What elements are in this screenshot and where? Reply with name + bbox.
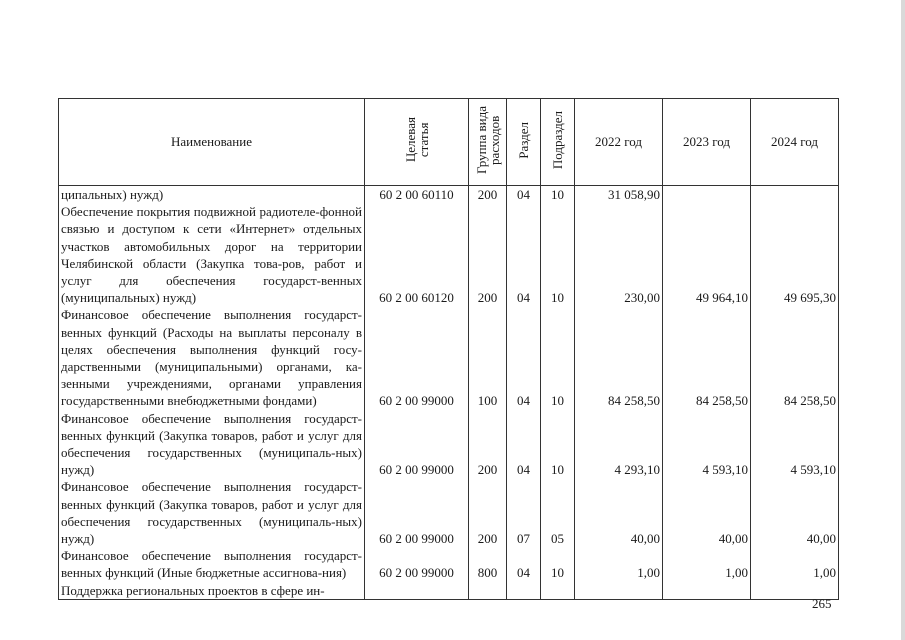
row-section: 04	[507, 410, 541, 479]
row-2024: 49 695,30	[751, 203, 839, 306]
header-name: Наименование	[59, 99, 365, 186]
row-name: Финансовое обеспечение выполнения государст-венных функций (Иные бюджетные ассигнова-ния)	[59, 547, 365, 581]
row-2024: 84 258,50	[751, 306, 839, 409]
header-article: Целевая статья	[365, 99, 469, 186]
table-row	[59, 582, 839, 600]
row-name: Поддержка региональных проектов в сфере ин-	[59, 582, 365, 600]
row-group: 200	[469, 203, 507, 306]
row-subsection: 05	[541, 478, 575, 547]
table-header	[59, 99, 839, 186]
row-subsection: 10	[541, 306, 575, 409]
row-group: 200	[469, 478, 507, 547]
row-group	[469, 582, 507, 600]
table-row	[59, 186, 839, 204]
page-edge-shadow	[901, 0, 905, 640]
row-subsection: 10	[541, 547, 575, 581]
row-group: 100	[469, 306, 507, 409]
row-2022: 40,00	[575, 478, 663, 547]
row-article: 60 2 00 60110	[365, 186, 469, 204]
row-section: 04	[507, 186, 541, 204]
row-2023: 40,00	[663, 478, 751, 547]
row-name: Обеспечение покрытия подвижной радиотеле-фонной связью и доступом к сети «Интернет» отдельных участков автомобильных дорог на территории Челябинской области (Закупка това-ров, работ и услуг для обеспечения государст-венных (муниципальных) нужд)	[59, 203, 365, 306]
table-row	[59, 410, 839, 479]
row-section	[507, 582, 541, 600]
row-name: ципальных) нужд)	[59, 186, 365, 204]
table-row	[59, 547, 839, 581]
row-2022: 4 293,10	[575, 410, 663, 479]
row-2022: 230,00	[575, 203, 663, 306]
header-2024: 2024 год	[751, 99, 839, 186]
row-2024: 1,00	[751, 547, 839, 581]
table-row	[59, 306, 839, 409]
row-2022: 1,00	[575, 547, 663, 581]
table-row	[59, 203, 839, 306]
row-2024: 4 593,10	[751, 410, 839, 479]
header-subsection: Подраздел	[541, 99, 575, 186]
header-2023: 2023 год	[663, 99, 751, 186]
row-section: 07	[507, 478, 541, 547]
row-2022: 84 258,50	[575, 306, 663, 409]
row-2022: 31 058,90	[575, 186, 663, 204]
header-group: Группа вида расходов	[469, 99, 507, 186]
row-2023: 1,00	[663, 547, 751, 581]
row-article: 60 2 00 60120	[365, 203, 469, 306]
row-2023	[663, 582, 751, 600]
row-subsection: 10	[541, 203, 575, 306]
row-name: Финансовое обеспечение выполнения государст-венных функций (Закупка товаров, работ и услуг для обеспечения государственных (муниципаль-ных) нужд)	[59, 410, 365, 479]
page-number: 265	[812, 596, 832, 611]
row-section: 04	[507, 203, 541, 306]
row-group: 200	[469, 186, 507, 204]
row-2023: 49 964,10	[663, 203, 751, 306]
row-2023: 4 593,10	[663, 410, 751, 479]
row-2024	[751, 186, 839, 204]
row-section: 04	[507, 547, 541, 581]
row-article: 60 2 00 99000	[365, 547, 469, 581]
row-group: 200	[469, 410, 507, 479]
row-subsection: 10	[541, 186, 575, 204]
row-subsection	[541, 582, 575, 600]
row-article: 60 2 00 99000	[365, 478, 469, 547]
row-2022	[575, 582, 663, 600]
header-2022: 2022 год	[575, 99, 663, 186]
row-2024: 40,00	[751, 478, 839, 547]
row-name: Финансовое обеспечение выполнения государст-венных функций (Закупка товаров, работ и услуг для обеспечения государственных (муниципаль-ных) нужд)	[59, 478, 365, 547]
row-section: 04	[507, 306, 541, 409]
row-article: 60 2 00 99000	[365, 306, 469, 409]
row-article	[365, 582, 469, 600]
row-2023	[663, 186, 751, 204]
row-name: Финансовое обеспечение выполнения государст-венных функций (Расходы на выплаты персоналу в целях обеспечения выполнения функций госу-дарственными (муниципальными) органами, ка-зенными учреждениями, органами управления государственными внебюджетными фондами)	[59, 306, 365, 409]
budget-table	[58, 98, 839, 600]
table-row	[59, 478, 839, 547]
row-2023: 84 258,50	[663, 306, 751, 409]
row-subsection: 10	[541, 410, 575, 479]
row-article: 60 2 00 99000	[365, 410, 469, 479]
header-section: Раздел	[507, 99, 541, 186]
row-group: 800	[469, 547, 507, 581]
